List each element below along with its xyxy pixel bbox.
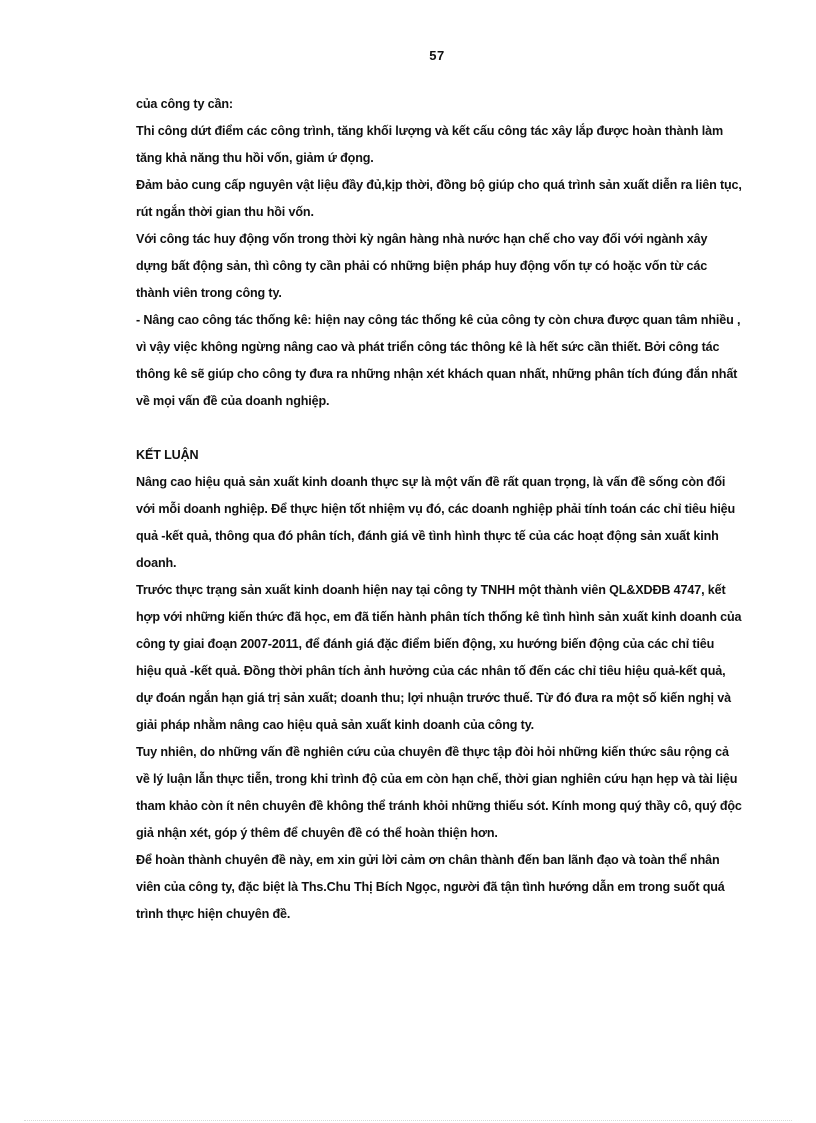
conclusion-paragraph-2: Trước thực trạng sản xuất kinh doanh hiện nay tại công ty TNHH một thành viên QL&XDĐB 4747, kết hợp với những kiến thức đã học, em đã tiến hành phân tích thống kê tình hình sản xuất kinh doanh của công ty giai đoạn 2007-2011, để đánh giá đặc điểm biến động, xu hướng biến động của các chỉ tiêu hiệu quả -kết quả. Đồng thời phân tích ảnh hưởng của các nhân tố đến các chỉ tiêu hiệu quả-kết quả, dự đoán ngắn hạn giá trị sản xuất; doanh thu; lợi nhuận trước thuế. Từ đó đưa ra một số kiến nghị và giải pháp nhằm nâng cao hiệu quả sản xuất kinh doanh của công ty.	[136, 583, 742, 732]
section-spacer	[136, 415, 742, 442]
document-body	[136, 91, 742, 928]
paragraph-materials: Đảm bảo cung cấp nguyên vật liệu đầy đủ,kịp thời, đồng bộ giúp cho quá trình sản xuất diễn ra liên tục, rút ngắn thời gian thu hồi vốn.	[136, 178, 742, 219]
page-bottom-divider	[24, 1120, 792, 1121]
paragraph-capital: Với công tác huy động vốn trong thời kỳ ngân hàng nhà nước hạn chế cho vay đối với ngành xây dựng bất động sản, thì công ty cần phải có những biện pháp huy động vốn tự có hoặc vốn từ các thành viên trong công ty.	[136, 232, 708, 300]
page-number: 57	[429, 48, 445, 63]
conclusion-paragraph-4: Để hoàn thành chuyên đề này, em xin gửi lời cảm ơn chân thành đến ban lãnh đạo và toàn thể nhân viên của công ty, đặc biệt là Ths.Chu Thị Bích Ngọc, người đã tận tình hướng dẫn em trong suốt quá trình thực hiện chuyên đề.	[136, 853, 725, 921]
conclusion-heading: KẾT LUẬN	[136, 448, 199, 462]
paragraph-company-needs: của công ty cần:	[136, 97, 233, 111]
paragraph-statistics: - Nâng cao công tác thống kê: hiện nay công tác thống kê của công ty còn chưa được quan tâm nhiều , vì vậy việc không ngừng nâng cao và phát triển công tác thông kê là hết sức cần thiết. Bởi công tác thông kê sẽ giúp cho công ty đưa ra những nhận xét khách quan nhất, những phân tích đúng đắn nhất về mọi vấn đề của doanh nghiệp.	[136, 313, 741, 408]
paragraph-construction: Thi công dứt điểm các công trình, tăng khối lượng và kết cấu công tác xây lắp được hoàn thành làm tăng khả năng thu hồi vốn, giảm ứ đọng.	[136, 124, 724, 165]
conclusion-paragraph-3: Tuy nhiên, do những vấn đề nghiên cứu của chuyên đề thực tập đòi hỏi những kiến thức sâu rộng cả về lý luận lẫn thực tiễn, trong khi trình độ của em còn hạn chế, thời gian nghiên cứu hạn hẹp và tài liệu tham khảo còn ít nên chuyên đề không thể tránh khỏi những thiếu sót. Kính mong quý thầy cô, quý độc giả nhận xét, góp ý thêm để chuyên đề có thể hoàn thiện hơn.	[136, 745, 742, 840]
conclusion-paragraph-1: Nâng cao hiệu quả sản xuất kinh doanh thực sự là một vấn đề rất quan trọng, là vấn đề sống còn đối với mỗi doanh nghiệp. Để thực hiện tốt nhiệm vụ đó, các doanh nghiệp phải tính toán các chỉ tiêu hiệu quả -kết quả, thông qua đó phân tích, đánh giá về tình hình thực tế của các hoạt động sản xuất kinh doanh.	[136, 475, 736, 570]
